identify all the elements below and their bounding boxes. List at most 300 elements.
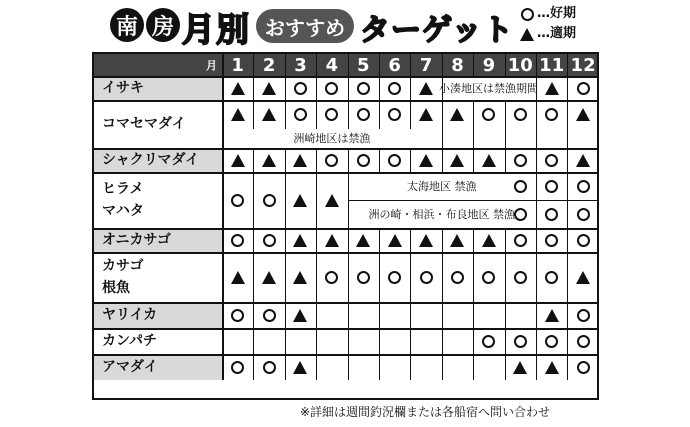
grid-line	[348, 228, 349, 252]
triangle-icon	[576, 271, 590, 284]
triangle-icon	[545, 361, 559, 374]
season-cell	[253, 100, 284, 130]
grid-line	[253, 354, 254, 380]
circle-icon	[357, 154, 370, 167]
grid-line	[285, 54, 286, 76]
grid-line	[536, 54, 537, 76]
season-cell	[285, 252, 316, 302]
season-cell	[316, 76, 347, 100]
fish-name: ヒラメ	[102, 181, 144, 197]
grid-line	[285, 354, 286, 380]
circle-icon	[451, 271, 464, 284]
grid-line	[442, 328, 443, 354]
fish-name: ヤリイカ	[102, 307, 158, 323]
grid-line	[505, 228, 506, 252]
season-cell	[253, 148, 284, 172]
triangle-icon	[293, 309, 307, 322]
legend-fair-label: …適期	[537, 26, 577, 41]
circle-icon	[514, 154, 527, 167]
grid-line	[316, 328, 317, 354]
circle-icon	[514, 108, 527, 121]
season-cell	[442, 148, 473, 172]
grid-line	[379, 54, 380, 76]
grid-line	[285, 302, 286, 328]
grid-line	[473, 54, 474, 76]
fish-label	[94, 100, 222, 148]
season-cell	[348, 148, 379, 172]
season-cell	[348, 252, 379, 302]
grid-line	[473, 100, 474, 148]
season-cell	[536, 228, 567, 252]
circle-icon	[357, 271, 370, 284]
grid-line	[536, 354, 537, 380]
grid-line	[567, 354, 568, 380]
grid-line	[410, 148, 411, 172]
triangle-icon	[293, 234, 307, 247]
month-header-cell: 10	[507, 54, 533, 76]
fish-label	[94, 252, 222, 302]
season-cell	[473, 252, 504, 302]
season-cell	[285, 172, 316, 228]
season-cell	[536, 100, 567, 130]
grid-line	[379, 100, 380, 129]
circle-icon	[263, 194, 276, 207]
season-cell	[442, 100, 473, 130]
season-cell	[285, 76, 316, 100]
fish-name: 根魚	[102, 280, 130, 296]
grid-line	[442, 228, 443, 252]
season-cell	[536, 302, 567, 328]
grid-line	[253, 148, 254, 172]
season-cell	[442, 228, 473, 252]
grid-line	[473, 148, 474, 172]
grid-line	[567, 100, 568, 148]
season-cell	[348, 76, 379, 100]
season-cell	[379, 252, 410, 302]
circle-icon	[482, 271, 495, 284]
grid-line	[442, 354, 443, 380]
month-header-cell: 6	[388, 54, 401, 76]
grid-line	[379, 228, 380, 252]
triangle-icon	[576, 154, 590, 167]
grid-line	[379, 76, 380, 100]
circle-icon	[294, 82, 307, 95]
grid-line	[567, 148, 568, 172]
season-cell	[379, 228, 410, 252]
grid-line	[316, 228, 317, 252]
grid-line	[285, 228, 286, 252]
grid-line	[473, 252, 474, 302]
circle-icon	[388, 271, 401, 284]
circle-icon	[482, 108, 495, 121]
fish-name: コマセマダイ	[102, 116, 186, 132]
season-cell	[536, 172, 567, 200]
grid-line	[253, 54, 254, 76]
circle-icon	[545, 154, 558, 167]
month-header-cell: 4	[325, 54, 339, 76]
triangle-icon	[231, 154, 245, 167]
triangle-icon	[513, 361, 527, 374]
grid-line	[379, 328, 380, 354]
grid-line	[410, 252, 411, 302]
triangle-icon	[262, 271, 276, 284]
month-header-cell: 2	[262, 54, 276, 76]
grid-line	[379, 148, 380, 172]
circle-icon	[514, 234, 527, 247]
season-cell	[473, 100, 504, 130]
footer-note: ※詳細は週間釣況欄または各船宿へ問い合わせ	[300, 405, 551, 419]
circle-icon	[357, 82, 370, 95]
grid-line	[567, 76, 568, 100]
season-cell	[253, 302, 284, 328]
triangle-icon	[419, 234, 433, 247]
grid-line	[379, 302, 380, 328]
circle-icon	[263, 361, 276, 374]
grid-line	[316, 354, 317, 380]
grid-line	[94, 328, 597, 330]
season-cell	[567, 172, 598, 200]
grid-line	[285, 76, 286, 100]
fish-label	[94, 228, 222, 252]
season-cell	[505, 328, 536, 354]
month-header-cell: 1	[231, 54, 244, 76]
grid-line	[410, 54, 411, 76]
grid-line	[253, 172, 254, 228]
triangle-icon	[419, 108, 433, 121]
grid-line	[442, 54, 443, 76]
season-cell	[536, 200, 567, 228]
grid-line	[253, 252, 254, 302]
fish-name: カンパチ	[102, 333, 158, 349]
circle-icon	[545, 335, 558, 348]
season-cell	[505, 252, 536, 302]
legend-good	[520, 4, 576, 24]
note-hirame_upper: 太海地区 禁漁	[407, 180, 477, 193]
grid-line	[253, 328, 254, 354]
circle-icon	[388, 82, 401, 95]
grid-line	[473, 228, 474, 252]
circle-icon	[520, 7, 534, 21]
grid-line	[379, 354, 380, 380]
fish-name: オニカサゴ	[102, 232, 171, 248]
grid-line	[536, 252, 537, 302]
season-cell	[285, 100, 316, 130]
season-cell	[567, 252, 598, 302]
grid-line	[505, 302, 506, 328]
season-cell	[285, 148, 316, 172]
triangle-icon	[262, 108, 276, 121]
circle-icon	[577, 82, 590, 95]
month-header-cell: 12	[570, 54, 596, 76]
triangle-icon	[388, 234, 402, 247]
month-header-cell: 3	[294, 54, 307, 76]
circle-icon	[231, 194, 244, 207]
circle-icon	[231, 309, 244, 322]
note-hirame_lower: 洲の崎・相浜・布良地区 禁漁	[368, 208, 516, 221]
season-cell	[379, 100, 410, 130]
season-cell	[410, 252, 441, 302]
grid-line	[94, 100, 597, 102]
season-cell	[536, 354, 567, 380]
season-table	[92, 52, 599, 400]
circle-icon	[577, 234, 590, 247]
season-cell	[567, 354, 598, 380]
grid-line	[536, 228, 537, 252]
grid-line	[94, 228, 597, 230]
grid-line	[316, 54, 317, 76]
legend	[520, 4, 576, 44]
circle-icon	[388, 108, 401, 121]
season-cell	[222, 100, 253, 130]
season-cell	[536, 76, 567, 100]
fish-name: アマダイ	[102, 359, 158, 375]
circle-icon	[577, 361, 590, 374]
grid-line	[316, 172, 317, 228]
triangle-icon	[231, 108, 245, 121]
grid-line	[567, 328, 568, 354]
season-cell	[473, 328, 504, 354]
grid-line	[473, 328, 474, 354]
grid-line	[567, 228, 568, 252]
triangle-icon	[325, 234, 339, 247]
grid-line	[536, 148, 537, 172]
triangle-icon	[356, 234, 370, 247]
circle-icon	[577, 335, 590, 348]
season-cell	[536, 148, 567, 172]
season-cell	[410, 148, 441, 172]
grid-line	[316, 252, 317, 302]
legend-fair	[520, 24, 576, 44]
grid-line	[567, 252, 568, 302]
triangle-icon	[293, 271, 307, 284]
region-badge-2: 房	[146, 8, 180, 42]
fish-name: カサゴ	[102, 258, 144, 274]
circle-icon	[325, 108, 338, 121]
triangle-icon	[231, 271, 245, 284]
grid-line	[536, 328, 537, 354]
triangle-icon	[231, 82, 245, 95]
grid-line	[253, 100, 254, 129]
fish-name: イサキ	[102, 80, 144, 96]
grid-line	[473, 302, 474, 328]
triangle-icon	[520, 27, 534, 41]
grid-line	[94, 148, 597, 150]
fish-label	[94, 302, 222, 328]
grid-line	[442, 252, 443, 302]
grid-line	[285, 100, 286, 129]
header	[0, 0, 690, 52]
grid-line	[94, 302, 597, 304]
season-cell	[348, 228, 379, 252]
circle-icon	[545, 271, 558, 284]
grid-line	[348, 302, 349, 328]
triangle-icon	[576, 108, 590, 121]
season-cell	[222, 252, 253, 302]
grid-line	[410, 100, 411, 129]
season-cell	[222, 302, 253, 328]
grid-line	[505, 148, 506, 172]
season-cell	[316, 172, 347, 228]
fish-label	[94, 76, 222, 100]
circle-icon	[545, 208, 558, 221]
grid-line	[410, 76, 411, 100]
triangle-icon	[262, 154, 276, 167]
grid-line	[410, 328, 411, 354]
grid-line	[536, 302, 537, 328]
title-main: 月別	[182, 10, 250, 49]
grid-line	[348, 54, 349, 76]
grid-line	[505, 328, 506, 354]
triangle-icon	[450, 108, 464, 121]
season-cell	[316, 148, 347, 172]
season-cell	[285, 302, 316, 328]
grid-line	[505, 54, 506, 76]
grid-line	[473, 354, 474, 380]
grid-line	[222, 54, 224, 380]
season-cell	[222, 354, 253, 380]
season-cell	[567, 200, 598, 228]
season-cell	[567, 328, 598, 354]
season-cell	[410, 228, 441, 252]
season-cell	[567, 76, 598, 100]
fish-name: マハタ	[102, 203, 144, 219]
circle-icon	[263, 234, 276, 247]
grid-line	[348, 148, 349, 172]
season-cell	[253, 252, 284, 302]
grid-line	[253, 76, 254, 100]
season-cell	[285, 354, 316, 380]
grid-line	[285, 252, 286, 302]
season-cell	[505, 228, 536, 252]
season-cell	[316, 228, 347, 252]
triangle-icon	[450, 234, 464, 247]
season-cell	[567, 302, 598, 328]
season-cell	[567, 100, 598, 130]
grid-line	[505, 100, 506, 148]
grid-line	[379, 252, 380, 302]
month-header-cell: 11	[539, 54, 565, 76]
season-cell	[536, 328, 567, 354]
grid-line	[253, 302, 254, 328]
grid-line	[316, 302, 317, 328]
month-header-cell: 7	[419, 54, 433, 76]
triangle-icon	[482, 154, 496, 167]
legend-good-label: …好期	[537, 6, 577, 21]
fish-label	[94, 172, 222, 228]
grid-line	[567, 302, 568, 328]
season-cell	[222, 172, 253, 228]
triangle-icon	[293, 154, 307, 167]
season-cell	[379, 76, 410, 100]
triangle-icon	[293, 361, 307, 374]
circle-icon	[545, 108, 558, 121]
month-header-cell: 8	[451, 54, 464, 76]
season-cell	[253, 172, 284, 228]
month-header-label: 月	[206, 59, 217, 72]
circle-icon	[420, 271, 433, 284]
circle-icon	[577, 180, 590, 193]
season-cell	[222, 228, 253, 252]
circle-icon	[263, 309, 276, 322]
grid-line	[348, 100, 349, 129]
title-pill: おすすめ	[256, 9, 354, 43]
triangle-icon	[262, 82, 276, 95]
circle-icon	[545, 234, 558, 247]
season-cell	[253, 354, 284, 380]
grid-line	[442, 148, 443, 172]
circle-icon	[388, 154, 401, 167]
grid-line	[410, 302, 411, 328]
circle-icon	[231, 234, 244, 247]
circle-icon	[545, 180, 558, 193]
circle-icon	[482, 335, 495, 348]
season-cell	[567, 148, 598, 172]
season-cell	[473, 148, 504, 172]
grid-line	[316, 76, 317, 100]
season-cell	[379, 148, 410, 172]
circle-icon	[577, 309, 590, 322]
circle-icon	[325, 82, 338, 95]
season-cell	[285, 228, 316, 252]
season-cell	[473, 228, 504, 252]
circle-icon	[577, 208, 590, 221]
circle-icon	[325, 154, 338, 167]
circle-icon	[294, 108, 307, 121]
triangle-icon	[450, 154, 464, 167]
season-cell	[316, 252, 347, 302]
circle-icon	[514, 335, 527, 348]
season-cell	[348, 100, 379, 130]
season-cell	[567, 228, 598, 252]
grid-line	[348, 76, 349, 100]
triangle-icon	[325, 194, 339, 207]
grid-line	[285, 172, 286, 228]
season-cell	[253, 228, 284, 252]
season-cell	[505, 354, 536, 380]
fish-label	[94, 354, 222, 380]
fish-label	[94, 148, 222, 172]
season-cell	[222, 148, 253, 172]
grid-line	[505, 354, 506, 380]
grid-line	[285, 148, 286, 172]
season-cell	[505, 100, 536, 130]
circle-icon	[325, 271, 338, 284]
region-badge-1: 南	[110, 8, 144, 42]
grid-line	[536, 100, 537, 148]
triangle-icon	[482, 234, 496, 247]
grid-line	[316, 148, 317, 172]
grid-line	[442, 302, 443, 328]
grid-line	[348, 354, 349, 380]
grid-line	[505, 252, 506, 302]
grid-line	[94, 354, 597, 356]
grid-line	[348, 252, 349, 302]
grid-line	[348, 328, 349, 354]
grid-line	[285, 328, 286, 354]
grid-line	[316, 100, 317, 129]
season-cell	[316, 100, 347, 130]
season-cell	[410, 100, 441, 130]
note-isaki: 小湊地区は禁漁期間	[438, 82, 538, 95]
grid-line	[410, 228, 411, 252]
grid-line	[410, 354, 411, 380]
grid-line	[94, 252, 597, 254]
note-komase: 洲崎地区は禁漁	[293, 131, 371, 145]
grid-line	[442, 100, 443, 148]
season-cell	[505, 148, 536, 172]
circle-icon	[231, 361, 244, 374]
title-target: ターゲット	[360, 13, 514, 48]
